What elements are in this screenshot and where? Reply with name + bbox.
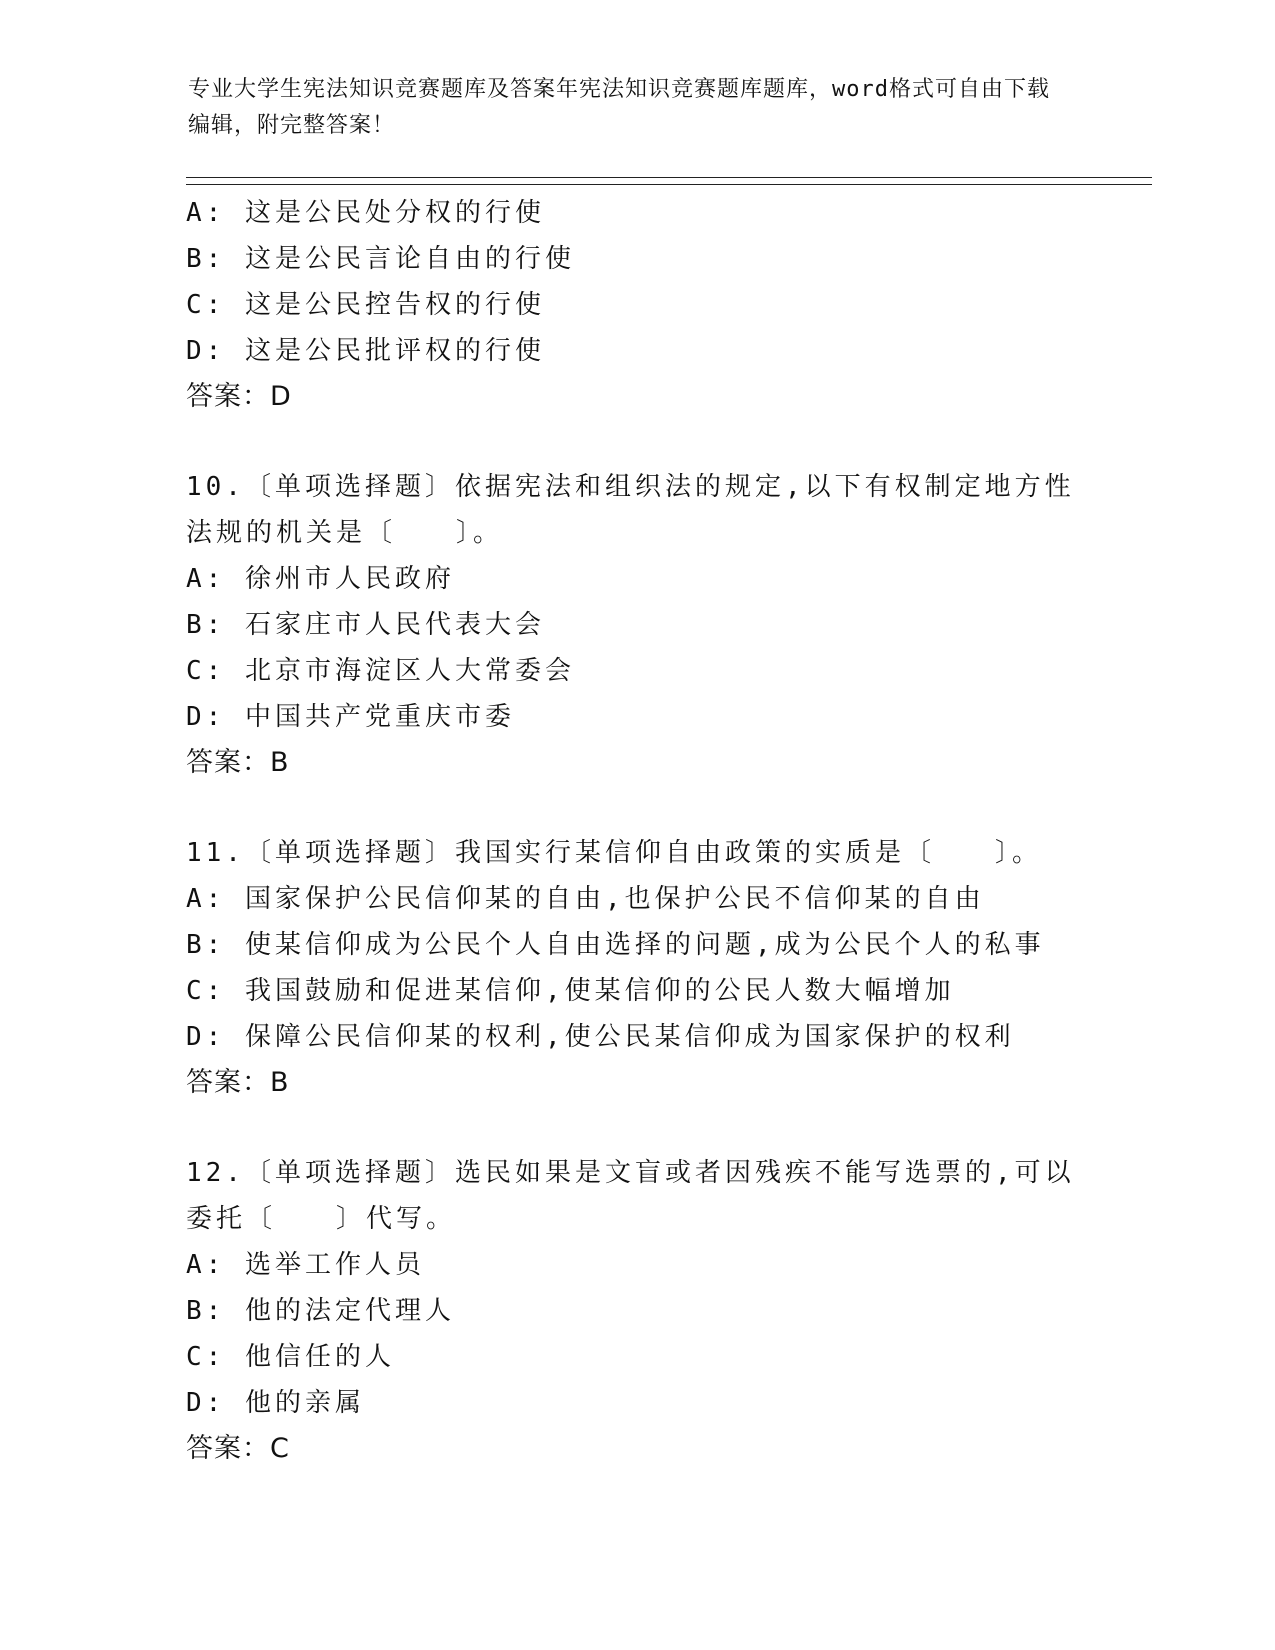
answer-line: 答案：D <box>186 381 292 412</box>
option-d: D: 这是公民批评权的行使 <box>186 336 545 366</box>
option-a: A: 选举工作人员 <box>186 1250 425 1280</box>
option-a: A: 国家保护公民信仰某的自由,也保护公民不信仰某的自由 <box>186 884 985 914</box>
option-b: B: 他的法定代理人 <box>186 1296 455 1326</box>
question-fragment <box>186 190 1136 420</box>
option-d: D: 中国共产党重庆市委 <box>186 702 515 732</box>
document-header: 专业大学生宪法知识竞赛题库及答案年宪法知识竞赛题库题库，word格式可自由下载编辑，附完整答案！ <box>188 77 1050 138</box>
option-c: C: 北京市海淀区人大常委会 <box>186 656 575 686</box>
option-c: C: 他信任的人 <box>186 1342 395 1372</box>
document-body <box>186 190 1136 1472</box>
option-d: D: 他的亲属 <box>186 1388 365 1418</box>
answer-line: 答案：C <box>186 1433 290 1464</box>
answer-line: 答案：B <box>186 1067 290 1098</box>
question-11 <box>186 830 1136 1106</box>
question-stem: 12.〔单项选择题〕选民如果是文盲或者因残疾不能写选票的,可以委托〔 〕代写。 <box>186 1158 1075 1234</box>
question-10 <box>186 464 1136 786</box>
option-a: A: 这是公民处分权的行使 <box>186 198 545 228</box>
option-b: B: 使某信仰成为公民个人自由选择的问题,成为公民个人的私事 <box>186 930 1045 960</box>
option-b: B: 石家庄市人民代表大会 <box>186 610 545 640</box>
option-b: B: 这是公民言论自由的行使 <box>186 244 575 274</box>
option-d: D: 保障公民信仰某的权利,使公民某信仰成为国家保护的权利 <box>186 1022 1015 1052</box>
option-a: A: 徐州市人民政府 <box>186 564 455 594</box>
question-stem: 10.〔单项选择题〕依据宪法和组织法的规定,以下有权制定地方性法规的机关是〔 〕。 <box>186 472 1075 548</box>
question-stem: 11.〔单项选择题〕我国实行某信仰自由政策的实质是〔 〕。 <box>186 838 1042 868</box>
option-c: C: 我国鼓励和促进某信仰,使某信仰的公民人数大幅增加 <box>186 976 955 1006</box>
header-divider <box>186 177 1152 185</box>
question-12 <box>186 1150 1136 1472</box>
option-c: C: 这是公民控告权的行使 <box>186 290 545 320</box>
answer-line: 答案：B <box>186 747 290 778</box>
